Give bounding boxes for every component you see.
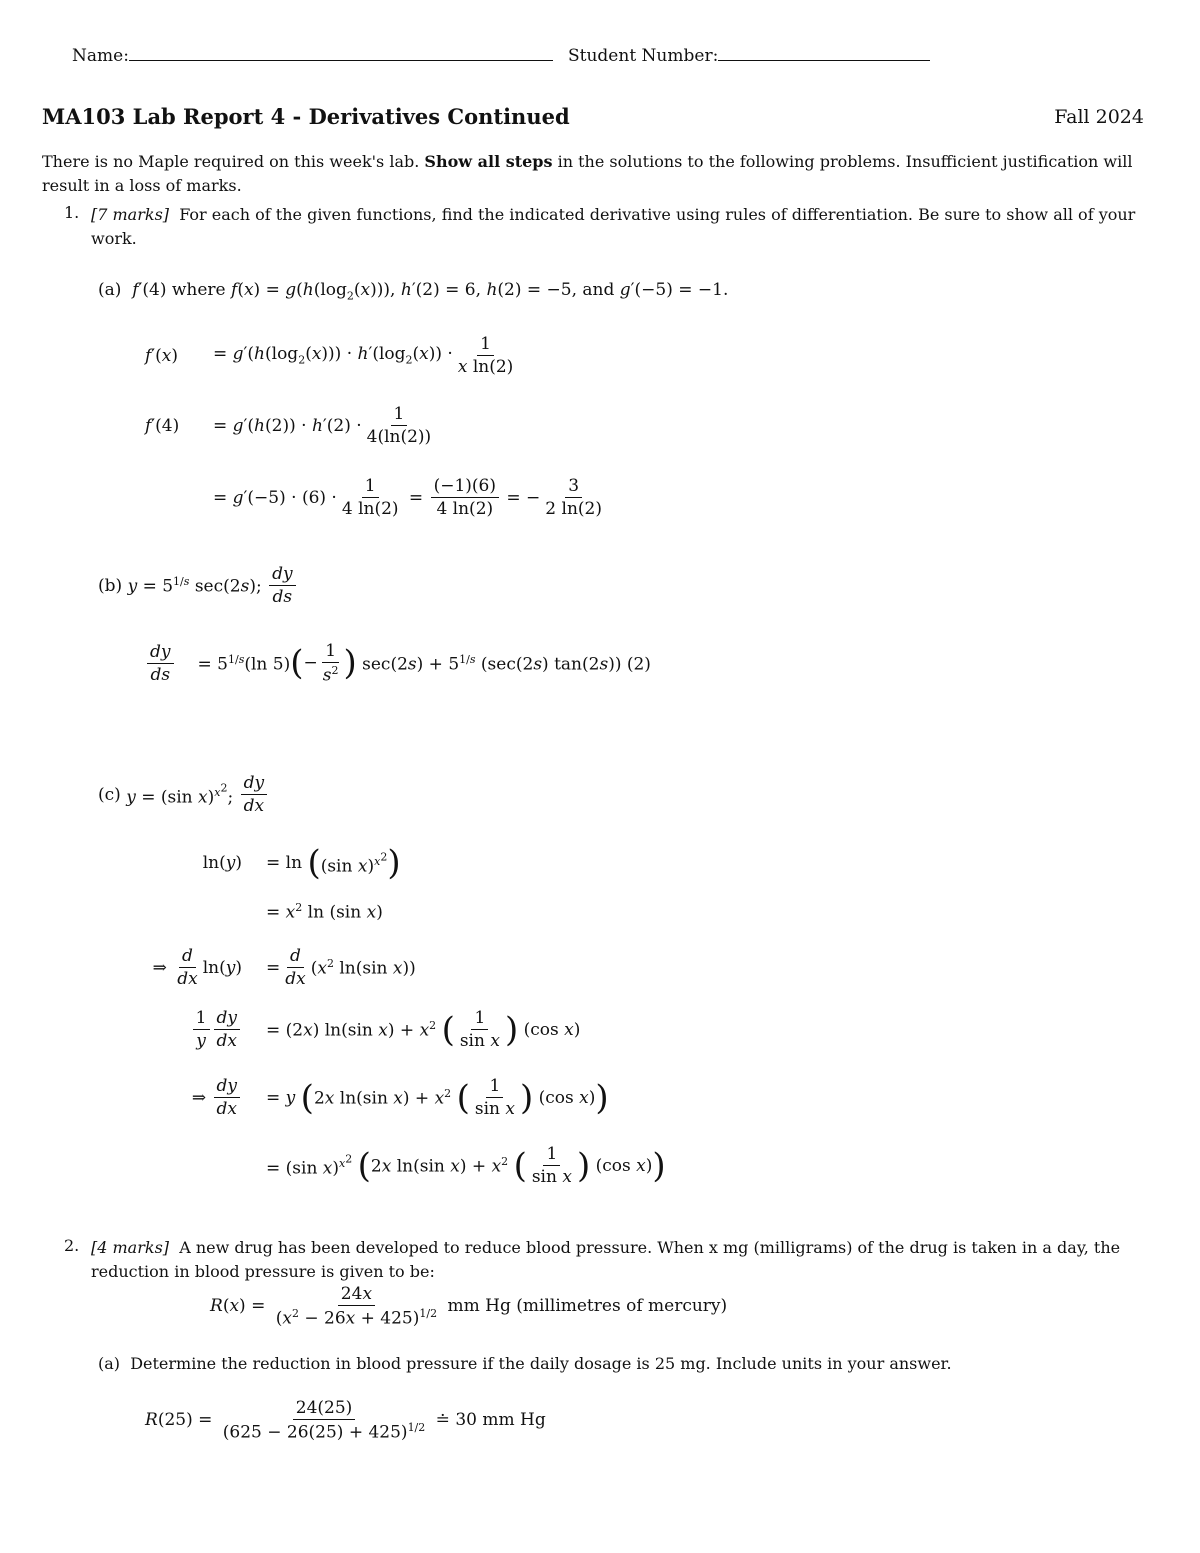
document-title: MA103 Lab Report 4 - Derivatives Continued (42, 104, 570, 129)
q1c-step5: ⇒ $\frac{dy}{dx}$ = y ( 2x ln(sin $x) + x^2$ ( $\frac{1}{\text{sin x}}$ ) (cos x) ) (191, 1076, 609, 1119)
q2-marks: [4 marks] (91, 1238, 170, 1257)
q1c-step6: = (sin x)$^{x^2}$ ( 2x ln(sin $x) + x^2$ ( $\frac{1}{\text{sin x}}$ ) (cos x) ) (266, 1144, 666, 1187)
q1a-step1: f ′( x ) = $g'(h(\log_2(x))) \cdot h'(\log_2(x))$ · $\frac{1}{\text{x ln(2)}}$ (145, 334, 514, 377)
q1b-statement: (b) $y = 5^{1/s}$ sec(2s); $\frac{dy}{ds}$ (98, 564, 298, 607)
q1b-step1: $\frac{dy}{ds}$ = $5^{1/s}(\ln$ 5) ( − $\frac{1}{s^2}$ ) $\sec(2s) + 5^{1/s}$ (sec(2s) tan(2s)) (2) (145, 641, 651, 686)
student-number-label: Student Number: (568, 46, 719, 66)
name-label: Name: (72, 46, 129, 66)
q2a-answer: R(25) = $\frac{24(25)}{(625 - 26(25) + 425)^{1/2}}$ ≐ 30 mm Hg (145, 1398, 546, 1443)
q1c-statement: (c) y = (sin x)$^{x^2}$; $\frac{dy}{dx}$ (98, 773, 269, 816)
q2-units: mm Hg (millimetres of mercury) (447, 1296, 728, 1317)
q2a-statement: (a) Determine the reduction in blood pressure if the daily dosage is 25 mg. Include units in your answer. (98, 1354, 952, 1373)
q1c-step4: $\frac{1}{y}$ $\frac{dy}{dx}$ = (2x) ln(sin $x) + x^2$ ( $\frac{1}{\text{sin x}}$ ) (cos x) (140, 1008, 580, 1051)
q2-text: [4 marks] A new drug has been developed to reduce blood pressure. When x mg (milligrams) of the drug is taken in a day, the reduction in blood pressure is given to be: (91, 1238, 1121, 1281)
name-field-row (72, 46, 553, 66)
student-number-blank[interactable] (718, 60, 930, 61)
student-number-row (568, 46, 930, 66)
q1a-statement: (a) f′(4) where $f(x) = g(h(\log_2(x)))$, h′(2) = 6, h(2) = −5, and g′(−5) = −1. (98, 280, 729, 303)
q1-number: 1. (64, 203, 80, 222)
q1-marks: [7 marks] (91, 205, 170, 224)
q2-number: 2. (64, 1236, 80, 1255)
q2-formula: R(x) = $\frac{24x}{(x^2 - 26x + 425)^{1/2}}$ mm Hg (millimetres of mercury) (210, 1284, 728, 1329)
q2a-result: ≐ 30 mm Hg (435, 1410, 546, 1431)
q1c-step3: ⇒ $\frac{d}{dx}$ ln( y ) = $\frac{d}{dx}$ ($x^2$ ln(sin x)) (152, 946, 416, 989)
term-label: Fall 2024 (1054, 106, 1144, 128)
name-blank[interactable] (129, 60, 553, 61)
q1c-step2: = $x^2$ ln (sin x) (266, 901, 383, 923)
intro-paragraph: There is no Maple required on this week's lab. Show all steps in the solutions to the following problems. Insufficient justification will result in a loss of marks. (42, 152, 1133, 195)
show-all-steps: Show all steps (424, 152, 553, 171)
q1c-step1: ln( y ) = ln ( (sin x)$^{x^2}$ ) (202, 843, 401, 883)
q1-text: [7 marks] For each of the given functions, find the indicated derivative using rules of differentiation. Be sure to show all of your work. (91, 205, 1136, 248)
q1a-step2: f ′(4) = g′(h(2)) · h′(2) · $\frac{1}{4(\ln(2))}$ (145, 404, 432, 447)
q1a-step3: = g′(−5) · (6) · $\frac{1}{4 \ln(2)}$ = $\frac{(-1)(6)}{4 \ln(2)}$ = − $\frac{3}{2 \ln(2)}$ (213, 476, 602, 519)
